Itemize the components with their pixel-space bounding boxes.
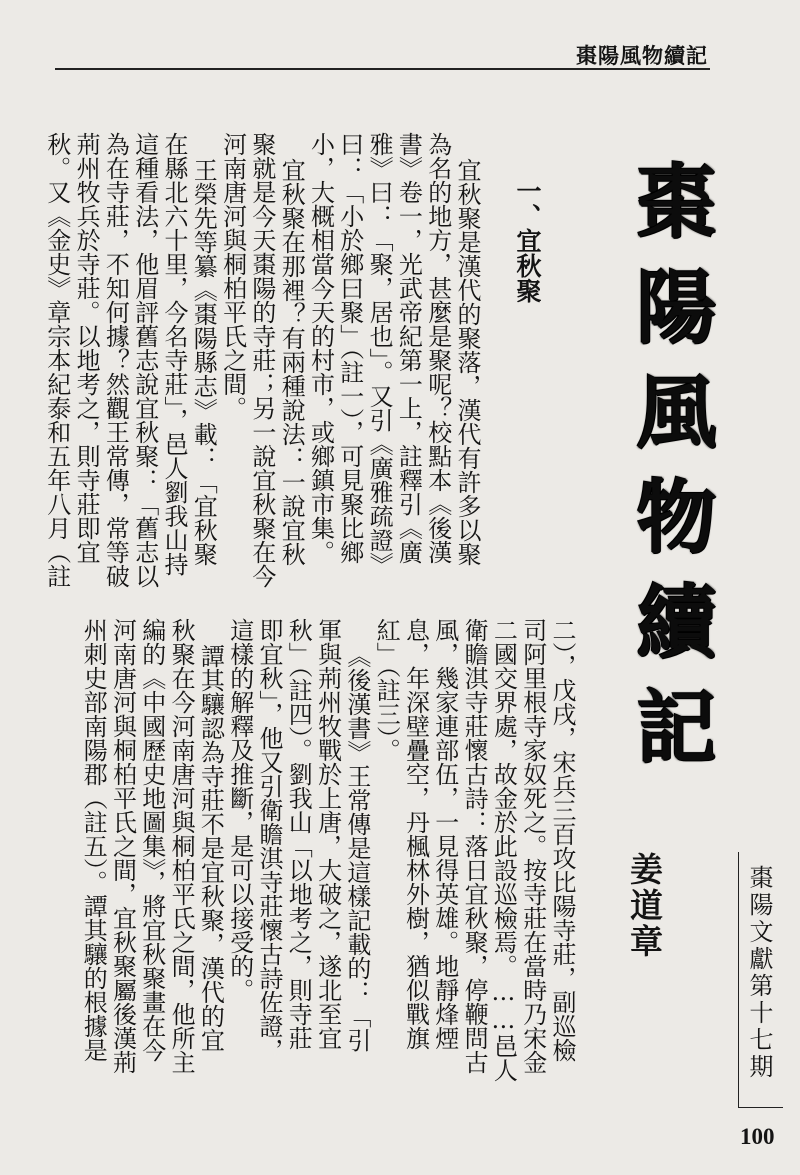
text-column: 司阿里根寺家奴死之。按寺莊在當時乃宋金 bbox=[518, 618, 547, 1074]
page-number: 100 bbox=[740, 1124, 775, 1149]
text-column: 州刺史部南陽郡（註五）。譚其驤的根據是 bbox=[79, 618, 108, 1062]
text-column: 這種看法，他眉評舊志說宜秋聚：「舊志以 bbox=[130, 132, 159, 588]
text-column: 為在寺莊，不知何據？然觀王常傳，常等破 bbox=[101, 132, 130, 588]
page-number-rule bbox=[738, 1107, 783, 1108]
article-title: 棗陽風物續記 bbox=[623, 160, 717, 790]
text-column: 即宜秋」，他又引衛瞻淇寺莊懷古詩佐證， bbox=[255, 618, 283, 1062]
text-column: 小，大概相當今天的村市，或鄉鎮市集。 bbox=[306, 132, 335, 564]
text-column: 紅」（註三）。 bbox=[372, 618, 401, 762]
text-column: 河南唐河與桐柏平氏之間，宜秋聚屬後漢荊 bbox=[108, 618, 137, 1074]
text-column: 宜秋聚是漢代的聚落，漢代有許多以聚 bbox=[453, 158, 481, 566]
text-column: 曰：「小於鄉曰聚」（註一），可見聚比鄉 bbox=[335, 132, 364, 564]
text-column: 秋聚在今河南唐河與桐柏平氏之間，他所主 bbox=[167, 618, 196, 1074]
text-column: 二），戊戌，宋兵三百攻比陽寺莊，副巡檢 bbox=[548, 618, 576, 1062]
text-column: 荊州牧兵於寺莊。以地考之，則寺莊即宜 bbox=[72, 132, 101, 564]
text-column: 譚其驤認為寺莊不是宜秋聚，漢代的宜 bbox=[196, 644, 225, 1052]
text-column: 河南唐河與桐柏平氏之間。 bbox=[218, 132, 247, 420]
text-column: 《後漢書》王常傳是這樣記載的：「引 bbox=[342, 644, 371, 1052]
text-column: 編的《中國歷史地圖集》，將宜秋聚畫在今 bbox=[137, 618, 166, 1062]
text-column: 衛瞻淇寺莊懷古詩：落日宜秋聚，停鞭問古 bbox=[460, 618, 489, 1074]
text-column: 二國交界處，故金於此設巡檢焉。……邑人 bbox=[489, 618, 518, 1082]
text-column: 雅》曰：「聚，居也」。又引《廣雅疏證》 bbox=[365, 132, 394, 576]
text-column: 息，年深壁疊空，丹楓林外樹，猶似戰旗 bbox=[401, 618, 430, 1050]
text-column: 王榮先等纂《棗陽縣志》載：「宜秋聚 bbox=[189, 158, 218, 566]
text-column: 這樣的解釋及推斷，是可以接受的。 bbox=[225, 618, 254, 1002]
author-name: 姜道章 bbox=[625, 852, 664, 960]
text-column: 秋。又《金史》章宗本紀泰和五年八月（註 bbox=[42, 132, 71, 588]
journal-rule bbox=[738, 852, 739, 1107]
header-rule bbox=[55, 68, 710, 70]
running-header-title: 棗陽風物續記 bbox=[576, 43, 708, 68]
text-column: 秋」（註四）。劉我山「以地考之，則寺莊 bbox=[284, 618, 313, 1050]
journal-name: 棗陽文獻第十七期 bbox=[745, 865, 773, 1081]
text-column: 在縣北六十里，今名寺莊」，邑人劉我山持 bbox=[160, 132, 188, 576]
text-column: 為名的地方，甚麼是聚呢？校點本《後漢 bbox=[423, 132, 452, 564]
section-heading: 一、宜秋聚 bbox=[513, 178, 542, 303]
text-column: 宜秋聚在那裡？有兩種說法：一說宜秋 bbox=[277, 158, 306, 566]
text-column: 軍與荊州牧戰於上唐，大破之，遂北至宜 bbox=[313, 618, 342, 1050]
text-column: 風，幾家連部伍，一見得英雄。地靜烽煙 bbox=[430, 618, 459, 1050]
text-column: 聚就是今天棗陽的寺莊；另一說宜秋聚在今 bbox=[247, 132, 276, 588]
text-column: 書》卷一，光武帝紀第一上，註釋引《廣 bbox=[394, 132, 423, 564]
